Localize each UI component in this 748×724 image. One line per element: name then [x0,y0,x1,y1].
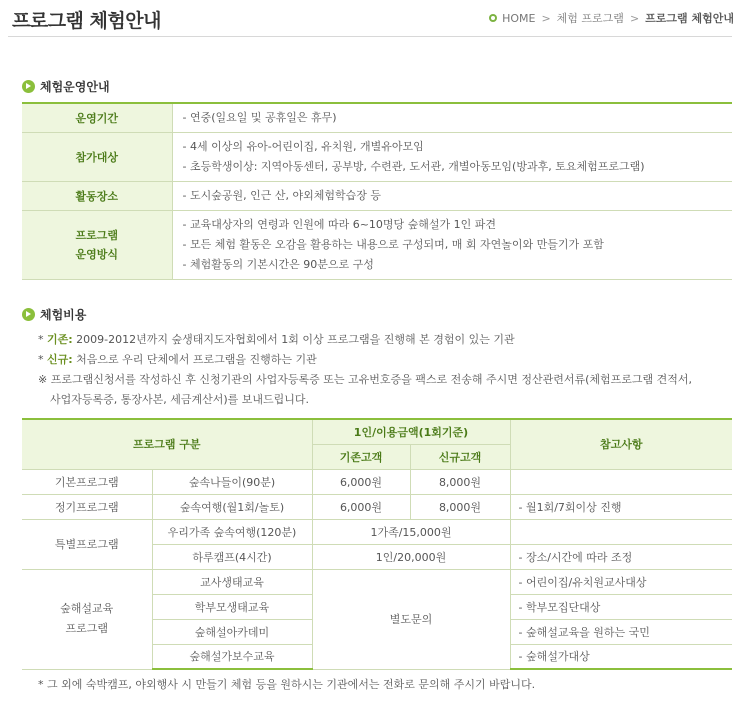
category-cell: 정기프로그램 [22,494,152,519]
footnote: * 그 외에 숙박캠프, 야외행사 시 만들기 체험 등을 원하시는 기관에서는 전화로 문의해 주시기 바랍니다. [38,678,536,691]
header-remark: 참고사항 [510,419,732,469]
table-row [22,519,732,544]
header-existing: 기존고객 [312,444,410,469]
cost-table [22,418,732,670]
remark-cell: - 장소/시간에 따라 조정 [510,544,732,569]
arrow-circle-icon [22,80,35,93]
section-title-cost [22,306,86,323]
remark-cell: - 월1회/7회이상 진행 [510,494,732,519]
program-name: 숲해설가보수교육 [152,644,312,669]
fee-new: 8,000원 [410,469,510,494]
program-name: 우리가족 숲속여행(120분) [152,519,312,544]
page-title: 프로그램 체험안내 [12,10,161,32]
chevron-right-icon: > [629,11,640,25]
fee-inquiry: 별도문의 [312,569,510,669]
table-row [22,494,732,519]
table-header-row [22,419,732,444]
page-header [0,0,748,36]
row-value: - 연중(일요일 및 공휴일은 휴무) [172,103,732,133]
breadcrumb [489,10,734,26]
category-cell: 기본프로그램 [22,469,152,494]
program-name: 학부모생태교육 [152,594,312,619]
arrow-circle-icon [22,308,35,321]
breadcrumb-current: 프로그램 체험안내 [645,12,734,25]
note-documents: ※ 프로그램신청서를 작성하신 후 신청기관의 사업자등록증 또는 고유번호증을 팩스로 전송해 주시면 정산관련서류(체험프로그램 견적서, [38,373,693,386]
category-cell: 숲해설교육 프로그램 [22,569,152,669]
note-documents-cont: 사업자등록증, 통장사본, 세금계산서)를 보내드립니다. [50,393,310,406]
remark-cell: - 숲해설교육을 원하는 국민 [510,619,732,644]
header-new: 신규고객 [410,444,510,469]
operation-info-table [22,102,732,280]
fee-combined: 1인/20,000원 [312,544,510,569]
header-fee: 1인/이용금액(1회기준) [312,419,510,444]
row-value: - 도시숲공원, 인근 산, 야외체험학습장 등 [172,182,732,211]
table-row [22,103,732,133]
section-title-operation [22,78,110,95]
table-row [22,211,732,280]
chevron-right-icon: > [541,11,551,25]
row-label: 프로그램 운영방식 [22,211,172,280]
remark-cell: - 학부모집단대상 [510,594,732,619]
section-title-text: 체험비용 [40,308,87,322]
program-name: 숲속나들이(90분) [152,469,312,494]
row-label: 참가대상 [22,133,172,182]
table-row [22,133,732,182]
table-row [22,469,732,494]
fee-existing: 6,000원 [312,469,410,494]
category-cell: 특별프로그램 [22,519,152,569]
program-name: 숲속여행(월1회/놀토) [152,494,312,519]
table-row [22,182,732,211]
row-value: - 4세 이상의 유아-어린이집, 유치원, 개별유아모임 - 초등학생이상: 지역아동센터, 공부방, 수련관, 도서관, 개별아동모임(방과후, 토요체험프로그램) [172,133,732,182]
note-existing: * 기존: 2009-2012년까지 숲생태지도자협회에서 1회 이상 프로그램을 진행해 본 경험이 있는 기관 [38,333,515,346]
remark-cell [510,519,732,544]
fee-existing: 6,000원 [312,494,410,519]
note-new: * 신규: 처음으로 우리 단체에서 프로그램을 진행하는 기관 [38,353,317,366]
row-value: - 교육대상자의 연령과 인원에 따라 6~10명당 숲해설가 1인 파견 - 모든 체험 활동은 오감을 활용하는 내용으로 구성되며, 매 회 자연놀이와 만들기가 포함 - 체험활동의 기본시간은 90분으로 구성 [172,211,732,280]
section-title-text: 체험운영안내 [40,80,110,94]
fee-new: 8,000원 [410,494,510,519]
remark-cell: - 숲해설가대상 [510,644,732,669]
header-program: 프로그램 구분 [22,419,312,469]
breadcrumb-home[interactable]: HOME [502,11,536,25]
program-name: 하루캠프(4시간) [152,544,312,569]
row-label: 활동장소 [22,182,172,211]
program-name: 숲해설아카데미 [152,619,312,644]
breadcrumb-experience[interactable]: 체험 프로그램 [556,12,624,25]
table-row [22,569,732,594]
remark-cell: - 어린이집/유치원교사대상 [510,569,732,594]
home-bullet-icon [489,14,497,22]
row-label: 운영기간 [22,103,172,133]
fee-combined: 1가족/15,000원 [312,519,510,544]
program-name: 교사생태교육 [152,569,312,594]
remark-cell [510,469,732,494]
header-divider [8,36,732,37]
